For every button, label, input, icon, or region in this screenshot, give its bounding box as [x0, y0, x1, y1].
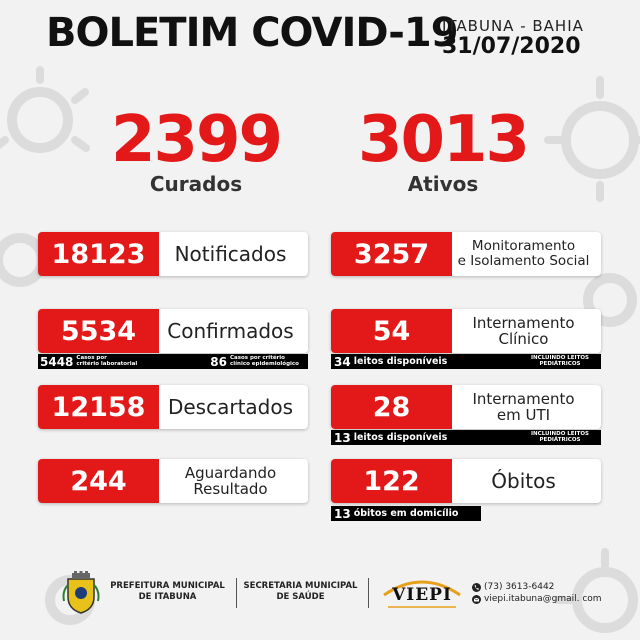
prefeitura-label: PREFEITURA MUNICIPAL DE ITABUNA [110, 581, 225, 603]
notificados-value: 18123 [38, 232, 159, 276]
page-title: BOLETIM COVID-19 [46, 10, 458, 56]
notificados-label: Notificados [174, 242, 287, 266]
curados-label: Curados [149, 172, 243, 196]
contact-email: viepi.itabuna@gmail. com [484, 594, 602, 604]
obitos-label: Óbitos [491, 469, 556, 493]
descartados-value: 12158 [38, 385, 159, 429]
curados-value: 2399 [110, 103, 282, 177]
monitoramento-label: Monitoramento e Isolamento Social [457, 238, 590, 269]
report-date: 31/07/2020 [442, 34, 581, 59]
internamento-uti-value: 28 [331, 385, 452, 429]
descartados-label: Descartados [167, 395, 294, 419]
phone-icon [472, 583, 481, 592]
uti-beds-text: leitos disponíveis [353, 432, 448, 443]
lab-cases-text: Casos por critério laboratorial [76, 355, 138, 367]
secretaria-label: SECRETARIA MUNICIPAL DE SAÚDE [243, 581, 358, 603]
lab-cases-value: 5448 [40, 354, 74, 369]
contact-phone: (73) 3613-6442 [484, 582, 555, 592]
internamento-uti-card [331, 385, 601, 429]
internamento-clinico-label: Internamento Clínico [472, 313, 575, 348]
viepi-logo-text: VIEPI [392, 585, 452, 605]
ativos-label: Ativos [407, 172, 479, 196]
clinico-beds-bar [331, 354, 601, 369]
viepi-logo [378, 573, 466, 613]
clinico-pediatric-note: INCLUINDO LEITOS PEDIÁTRICOS [531, 355, 589, 367]
email-icon [472, 595, 481, 604]
location-label: ITABUNA - BAHIA [442, 17, 584, 35]
obitos-home-bar [331, 506, 481, 521]
internamento-clinico-value: 54 [331, 309, 452, 353]
clinical-cases-value: 86 [210, 354, 227, 369]
clinico-beds-value: 34 [334, 354, 351, 369]
obitos-home-text: óbitos em domicílio [353, 508, 459, 519]
footer-divider [368, 578, 369, 608]
aguardando-value: 244 [38, 459, 159, 503]
clinical-cases-text: Casos por critério clínico epidemiológico [230, 355, 299, 367]
monitoramento-value: 3257 [331, 232, 452, 276]
uti-beds-value: 13 [334, 430, 351, 445]
internamento-uti-label: Internamento em UTI [472, 389, 575, 424]
aguardando-label: Aguardando Resultado [184, 463, 277, 498]
internamento-clinico-card [331, 309, 601, 353]
uti-beds-bar [331, 430, 601, 445]
clinico-beds-text: leitos disponíveis [353, 356, 448, 367]
descartados-card [38, 385, 308, 429]
confirmados-label: Confirmados [167, 319, 294, 343]
confirmados-card [38, 309, 308, 353]
itabuna-coat-of-arms-icon [62, 571, 100, 615]
obitos-home-value: 13 [334, 506, 351, 521]
monitoramento-card [331, 232, 601, 276]
obitos-value: 122 [331, 459, 452, 503]
notificados-card [38, 232, 308, 276]
confirmados-breakdown-bar [38, 354, 308, 369]
footer-divider [236, 578, 237, 608]
obitos-card [331, 459, 601, 503]
aguardando-card [38, 459, 308, 503]
confirmados-value: 5534 [38, 309, 159, 353]
ativos-value: 3013 [357, 103, 529, 177]
uti-pediatric-note: INCLUINDO LEITOS PEDIÁTRICOS [531, 431, 589, 443]
